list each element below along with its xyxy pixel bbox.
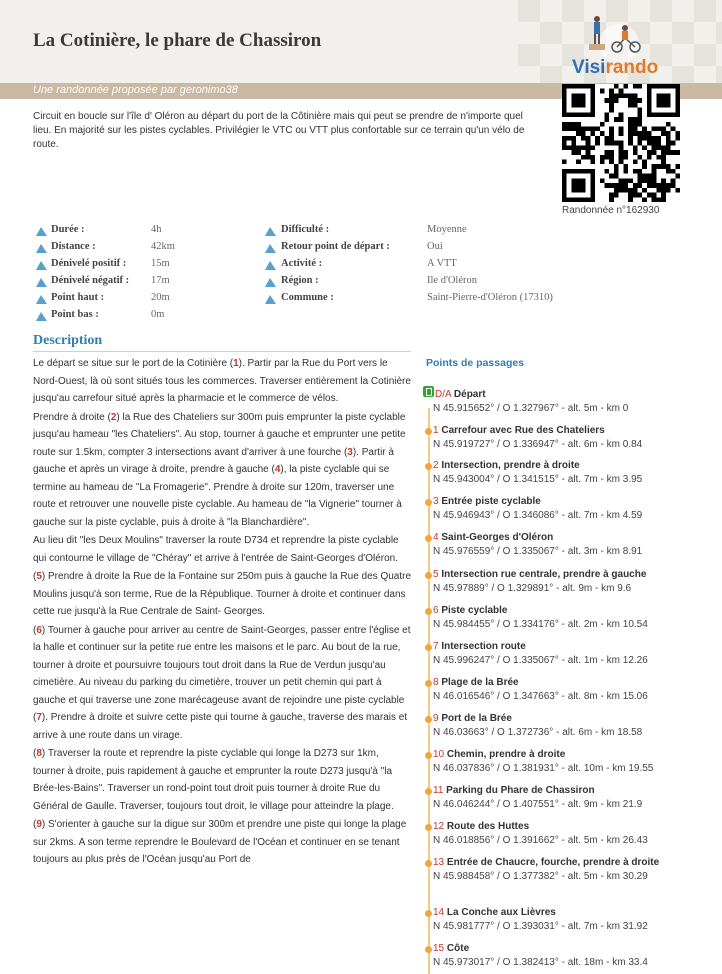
stat-value: 20m	[151, 292, 170, 303]
waypoint-item[interactable]	[433, 712, 718, 740]
waypoint-name: 14 La Conche aux Lièvres	[433, 907, 556, 918]
waypoint-item[interactable]	[433, 640, 718, 668]
waypoint-number: 12	[433, 821, 447, 832]
waypoint-coordinates: N 45.984455° / O 1.334176° - alt. 2m - km 10.54	[433, 619, 648, 630]
waypoints-heading: Points de passages	[426, 357, 525, 369]
waypoint-item[interactable]	[433, 676, 718, 704]
waypoint-coordinates: N 45.973017° / O 1.382413° - alt. 18m - km 33.4	[433, 957, 648, 968]
waypoint-number: 1	[433, 425, 442, 436]
description-paragraph: (6) Tourner à gauche pour arriver au centre de Saint-Georges, passer entre l'église et la halle et continuer sur la petite rue entre les maisons et le parc. Au bout de la rue, tourner à droite et poursuivre toujours tout droit dans la Rue de Verdun jusqu'au cimetière. Au niveau du parking du cimetière, trouver un petit chemin qui part à gauche et qui traverse une zone marécageuse avant de rejoindre une piste cyclable (7). Prendre à droite et suivre cette piste qui tourne à gauche, traverse des marais et arrive à une route dans un virage.	[33, 624, 411, 741]
step-number: 9	[36, 819, 42, 830]
waypoint-item[interactable]	[433, 531, 718, 559]
waypoint-name: 6 Piste cyclable	[433, 605, 508, 616]
stat-value: 0m	[151, 309, 165, 320]
waypoint-coordinates: N 46.018856° / O 1.391662° - alt. 5m - km 26.43	[433, 835, 648, 846]
waypoint-name: 5 Intersection rue centrale, prendre à gauche	[433, 569, 647, 580]
waypoint-marker-icon	[425, 535, 432, 542]
stat-value: Moyenne	[427, 224, 467, 235]
waypoint-name: 3 Entrée piste cyclable	[433, 496, 541, 507]
stat-label: Retour point de départ :	[281, 241, 390, 252]
description-body	[33, 355, 413, 870]
waypoint-number: 13	[433, 857, 447, 868]
waypoint-name: 7 Intersection route	[433, 641, 526, 652]
stat-value: Saint-Pierre-d'Oléron (17310)	[427, 292, 553, 303]
waypoint-marker-icon	[425, 752, 432, 759]
waypoint-coordinates: N 46.046244° / O 1.407551° - alt. 9m - km 21.9	[433, 799, 643, 810]
difficulty-icon	[264, 224, 277, 237]
waypoint-number: 6	[433, 605, 442, 616]
stat-label: Activité :	[281, 258, 323, 269]
step-number: 7	[36, 712, 42, 723]
waypoint-coordinates: N 46.03663° / O 1.372736° - alt. 6m - km 18.58	[433, 727, 643, 738]
stat-value: Oui	[427, 241, 443, 252]
waypoint-number: 3	[433, 496, 442, 507]
step-number: 3	[347, 446, 353, 458]
stat-label: Région :	[281, 275, 319, 286]
waypoint-number: 11	[433, 785, 447, 796]
waypoint-name: 8 Plage de la Brée	[433, 677, 519, 688]
waypoint-item[interactable]	[433, 604, 718, 632]
stat-row	[0, 241, 722, 256]
waypoint-marker-icon	[425, 824, 432, 831]
waypoint-marker-icon	[425, 463, 432, 470]
stat-value: 15m	[151, 258, 170, 269]
waypoint-item[interactable]	[433, 424, 718, 452]
stat-label: Dénivelé négatif :	[51, 275, 130, 286]
waypoint-coordinates: N 45.981777° / O 1.393031° - alt. 7m - km 31.92	[433, 921, 648, 932]
waypoint-item[interactable]	[433, 942, 718, 970]
waypoint-marker-icon	[425, 428, 432, 435]
waypoint-coordinates: N 45.97889° / O 1.329891° - alt. 9m - km 9.6	[433, 583, 632, 594]
waypoint-marker-icon	[425, 716, 432, 723]
description-paragraph: Prendre à droite (2) la Rue des Chateliers sur 300m puis emprunter la piste cyclable jusqu'au hameau "les Chateliers". Au stop, tourner à gauche et emprunter une petite route sur 1.5km, compter 3 intersections avant d'arriver à une fourche (3). Partir à gauche et après un virage à droite, prendre à gauche (4), la piste cyclable qui se termine au hameau de "La Fromagerie". Prendre à droite sur 120m, traverser une route et retrouver une nouvelle piste cyclable. Au hameau de "la Vignerie" tourner à gauche sur la piste cyclable, puis à droite à "la Blanchardière".	[33, 411, 406, 528]
author-line: Une randonnée proposée par geronimo38	[33, 84, 238, 96]
description-paragraph: Au lieu dit "les Deux Moulins" traverser la route D734 et reprendre la piste cyclable qui contourne le village de "Chéray" et arrive à l'entrée de Saint-Georges d'Oléron.	[33, 535, 399, 564]
stat-row	[0, 292, 722, 307]
waypoint-number: 4	[433, 532, 442, 543]
waypoint-number: 14	[433, 907, 447, 918]
description-paragraph: (8) Traverser la route et reprendre la piste cyclable qui longe la D273 sur 1km, tourner à droite, puis rapidement à gauche et emprunter la route D273 jusqu'à "la Brée-les-Bains". Traverser un rond-point tout droit puis tourner à droite Rue du Général de Gaulle. Traverser, toujours tout droit, le village pour atteindre la plage.	[33, 748, 394, 812]
waypoint-coordinates: N 45.988458° / O 1.377382° - alt. 5m - km 30.29	[433, 871, 648, 882]
stat-label: Difficulté :	[281, 224, 330, 235]
stat-label: Point bas :	[51, 309, 99, 320]
waypoint-coordinates: N 45.996247° / O 1.335067° - alt. 1m - km 12.26	[433, 655, 648, 666]
stat-row	[0, 224, 722, 239]
town-hall-icon	[264, 292, 277, 305]
region-icon	[264, 275, 277, 288]
step-number: 1	[233, 358, 239, 369]
waypoint-coordinates: N 46.016546° / O 1.347663° - alt. 8m - km 15.06	[433, 691, 648, 702]
step-number: 6	[36, 624, 42, 636]
stat-row	[0, 309, 722, 324]
waypoint-item[interactable]	[433, 495, 718, 523]
page-title: La Cotinière, le phare de Chassiron	[33, 30, 322, 51]
waypoint-marker-icon	[425, 644, 432, 651]
waypoint-marker-icon	[425, 608, 432, 615]
qr-code-icon[interactable]	[562, 84, 680, 202]
waypoint-item[interactable]	[433, 820, 718, 848]
step-number: 5	[36, 571, 42, 582]
hike-reference-number: Randonnée n°162930	[562, 205, 660, 216]
brand-logo-text[interactable]: Visirando	[572, 57, 659, 78]
description-divider	[33, 351, 411, 352]
waypoint-name: 11 Parking du Phare de Chassiron	[433, 785, 595, 796]
waypoint-number: 15	[433, 943, 447, 954]
waypoint-name: 10 Chemin, prendre à droite	[433, 749, 566, 760]
waypoint-marker-icon	[425, 946, 432, 953]
waypoint-name: 15 Côte	[433, 943, 470, 954]
waypoint-number: D/A	[435, 389, 454, 400]
stat-label: Dénivelé positif :	[51, 258, 127, 269]
stat-label: Point haut :	[51, 292, 105, 303]
waypoint-marker-icon	[425, 499, 432, 506]
waypoint-name: 4 Saint-Georges d'Oléron	[433, 532, 554, 543]
stat-value: 4h	[151, 224, 162, 235]
waypoint-name: 2 Intersection, prendre à droite	[433, 460, 580, 471]
stat-row	[0, 258, 722, 273]
waypoint-number: 8	[433, 677, 442, 688]
waypoint-name: 12 Route des Huttes	[433, 821, 530, 832]
stat-label: Commune :	[281, 292, 334, 303]
waypoint-number: 5	[433, 569, 442, 580]
waypoint-coordinates: N 45.915652° / O 1.327967° - alt. 5m - km 0	[433, 403, 629, 414]
waypoint-number: 7	[433, 641, 442, 652]
stat-value: 42km	[151, 241, 175, 252]
description-paragraph: (9) S'orienter à gauche sur la digue sur 300m et prendre une piste qui longe la plage sur 2kms. A son terme reprendre le Boulevard de l'Océan et continuer en se tenant toujours au plus près de l'Océan jusqu'au Port de	[33, 819, 407, 865]
waypoint-name: 9 Port de la Brée	[433, 713, 512, 724]
stat-value: Ile d'Oléron	[427, 275, 477, 286]
waypoint-coordinates: N 45.946943° / O 1.346086° - alt. 7m - km 4.59	[433, 510, 643, 521]
stat-value: A VTT	[427, 258, 457, 269]
stat-label: Durée :	[51, 224, 85, 235]
waypoint-marker-icon	[425, 860, 432, 867]
waypoint-coordinates: N 45.976559° / O 1.335067° - alt. 3m - km 8.91	[433, 546, 643, 557]
waypoint-marker-icon	[425, 572, 432, 579]
waypoint-coordinates: N 45.943004° / O 1.341515° - alt. 7m - km 3.95	[433, 474, 643, 485]
waypoint-item[interactable]	[433, 568, 718, 596]
step-number: 8	[36, 748, 42, 759]
waypoint-number: 9	[433, 713, 442, 724]
stat-row	[0, 275, 722, 290]
waypoint-coordinates: N 46.037836° / O 1.381931° - alt. 10m - km 19.55	[433, 763, 654, 774]
waypoint-coordinates: N 45.919727° / O 1.336947° - alt. 6m - km 0.84	[433, 439, 643, 450]
waypoints-timeline	[428, 408, 430, 974]
description-paragraph: Le départ se situe sur le port de la Cotinière (1). Partir par la Rue du Port vers le Nord-Ouest, là où sont situés tous les commerces. Traverser entièrement la Cotinière jusqu'au carrefour situé après la pharmacie et le commerce de vélos.	[33, 358, 411, 404]
step-number: 4	[274, 464, 281, 475]
waypoint-marker-icon	[425, 680, 432, 687]
waypoint-name: 1 Carrefour avec Rue des Chateliers	[433, 425, 605, 436]
waypoint-number: 2	[433, 460, 442, 471]
step-number: 2	[110, 411, 117, 423]
waypoint-number: 10	[433, 749, 447, 760]
description-paragraph: (5) Prendre à droite la Rue de la Fontaine sur 250m puis à gauche la Rue des Quatre Moulins jusqu'à son terme, Rue de la République. Tourner à droite et continuer dans cette rue jusqu'à la Rue Centrale de Saint- Georges.	[33, 571, 412, 617]
waypoint-marker-icon	[425, 788, 432, 795]
low-point-icon	[35, 309, 48, 322]
waypoint-item[interactable]	[433, 388, 718, 416]
waypoint-item[interactable]	[433, 906, 718, 934]
waypoint-item[interactable]	[433, 748, 718, 776]
stat-label: Distance :	[51, 241, 96, 252]
waypoint-item[interactable]	[433, 784, 718, 812]
return-icon	[264, 241, 277, 254]
waypoint-item[interactable]	[433, 856, 718, 884]
intro-text: Circuit en boucle sur l'île d' Oléron au départ du port de la Côtinière mais qui peut se prendre de n'importe quel lieu. En majorité sur les pistes cyclables. Privilégier le VTC ou VTT plus confortable sur ce terrain qu'un vélo de route.	[33, 111, 525, 150]
waypoint-name: 13 Entrée de Chaucre, fourche, prendre à droite	[433, 857, 660, 868]
bike-icon	[264, 258, 277, 271]
stat-value: 17m	[151, 275, 170, 286]
waypoint-marker-icon	[425, 910, 432, 917]
description-heading: Description	[33, 333, 103, 348]
waypoint-item[interactable]	[433, 459, 718, 487]
waypoint-name: D/A Départ	[435, 389, 486, 400]
